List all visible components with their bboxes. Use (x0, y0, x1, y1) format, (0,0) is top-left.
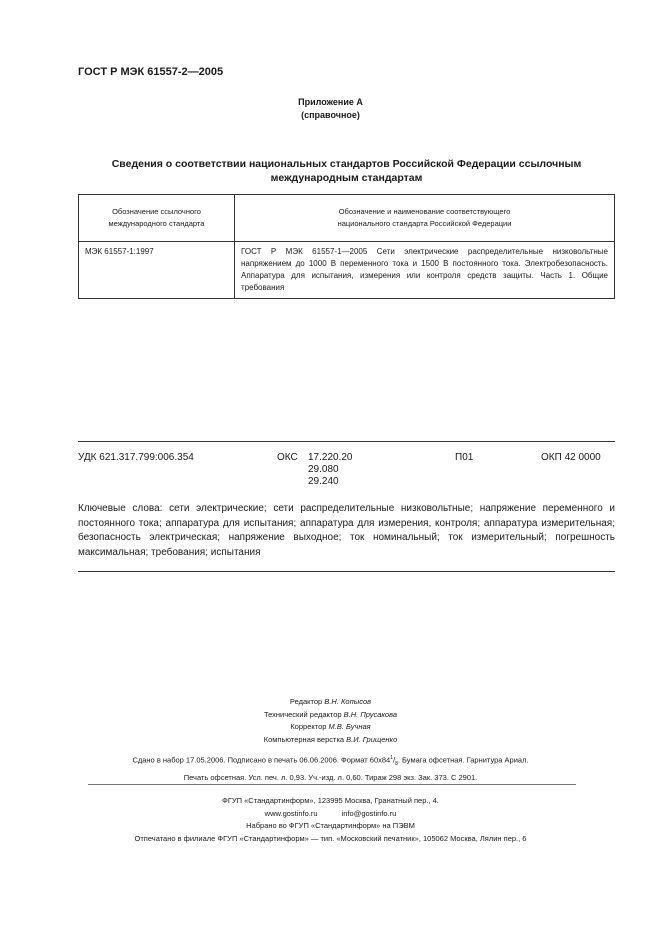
group-code: П01 (455, 452, 474, 463)
header-ref-line2: международного стандарта (108, 219, 205, 228)
section-heading-line2: международным стандартам (270, 172, 423, 184)
publisher-website-link[interactable]: www.gostinfo.ru (264, 808, 318, 818)
header-ref-standard (79, 195, 235, 242)
credit-name: В.И. Грищенко (346, 734, 398, 744)
divider-top (78, 441, 615, 442)
print-paper-text: . Бумага офсетная. Гарнитура Ариал. (397, 755, 529, 765)
publisher-contacts (0, 808, 661, 821)
oks-code: 29.080 (308, 464, 339, 475)
credit-line (0, 721, 661, 734)
format-fraction-den: 8 (395, 761, 398, 767)
credit-line (0, 696, 661, 709)
divider-print (88, 784, 576, 785)
keywords: Ключевые слова: сети электрические; сети распределительные низковольтные; напряжение переменного и постоянного тока; аппаратура для испытания; аппаратура для измерения, контроля; аппаратура измерительная; безопасность электрическая; напряжение выходное; ток номинальный; ток измерительный; погрешность максимальная; требования; испытания (78, 503, 615, 558)
credit-line (0, 709, 661, 722)
annex-title: Приложение А (298, 97, 363, 107)
credit-name: В.Н. Копысов (324, 697, 372, 706)
credit-role: Редактор (289, 697, 323, 706)
print-info-line1 (0, 752, 661, 771)
divider-bottom (78, 571, 615, 572)
document-code: ГОСТ Р МЭК 61557-2—2005 (78, 66, 224, 78)
credits-block (0, 696, 661, 746)
publisher-address: ФГУП «Стандартинформ», 123995 Москва, Гранатный пер., 4. (222, 796, 439, 805)
annex-subtitle: (справочное) (301, 110, 360, 120)
publisher-printed: Отпечатано в филиале ФГУП «Стандартинформ» — тип. «Московский печатник», 105062 Москва, Лялин пер., 6 (134, 833, 527, 843)
header-national-line1: Обозначение и наименование соответствующего (338, 207, 511, 216)
udk-code: УДК 621.317.799:006.354 (78, 452, 194, 463)
section-heading-line1: Сведения о соответствии национальных стандартов Российской Федерации ссылочным (111, 158, 582, 170)
credit-role: Компьютерная верстка (263, 734, 345, 744)
table-header-row (79, 195, 615, 242)
credit-line (0, 734, 661, 747)
section-heading (78, 157, 615, 185)
table-row (79, 242, 615, 299)
oks-codes (308, 452, 353, 488)
header-national-standard (235, 195, 615, 242)
print-format-text: Сдано в набор 17.05.2006. Подписано в печать 06.06.2006. Формат 60x84 (132, 755, 391, 765)
credit-name: М.В. Бучная (328, 722, 371, 731)
publisher-block (0, 795, 661, 845)
header-ref-line1: Обозначение ссылочного (112, 207, 201, 216)
oks-code: 17.220.20 (308, 452, 353, 463)
format-fraction-slash: / (393, 755, 396, 765)
print-info (0, 752, 661, 784)
format-fraction-num: 1 (390, 755, 393, 761)
credit-name: В.Н. Прусакова (343, 709, 398, 719)
ref-standard-cell: МЭК 61557-1:1997 (79, 242, 235, 299)
correspondence-table (78, 194, 615, 299)
okp-code: ОКП 42 0000 (541, 452, 601, 463)
credit-role: Корректор (290, 722, 327, 731)
national-standard-cell: ГОСТ Р МЭК 61557-1—2005 Сети электрические распределительные низковольтные напряжением до 1000 В переменного тока и 1500 В постоянного тока. Электробезопасность. Аппаратура для испытания, измерения или контроля средств защиты. Часть 1. Общие требования (235, 242, 615, 299)
oks-label: ОКС (277, 452, 298, 463)
credit-role: Технический редактор (263, 709, 342, 719)
publisher-email-link[interactable]: info@gostinfo.ru (341, 808, 397, 818)
print-info-line2: Печать офсетная. Усл. печ. л. 0,93. Уч.-изд. л. 0,60. Тираж 298 экз. Зак. 373. С 2901. (183, 773, 478, 782)
header-national-line2: национального стандарта Российской Федерации (337, 219, 512, 228)
publisher-typeset: Набрано во ФГУП «Стандартинформ» на ПЭВМ (246, 821, 415, 830)
oks-code: 29.240 (308, 476, 339, 487)
